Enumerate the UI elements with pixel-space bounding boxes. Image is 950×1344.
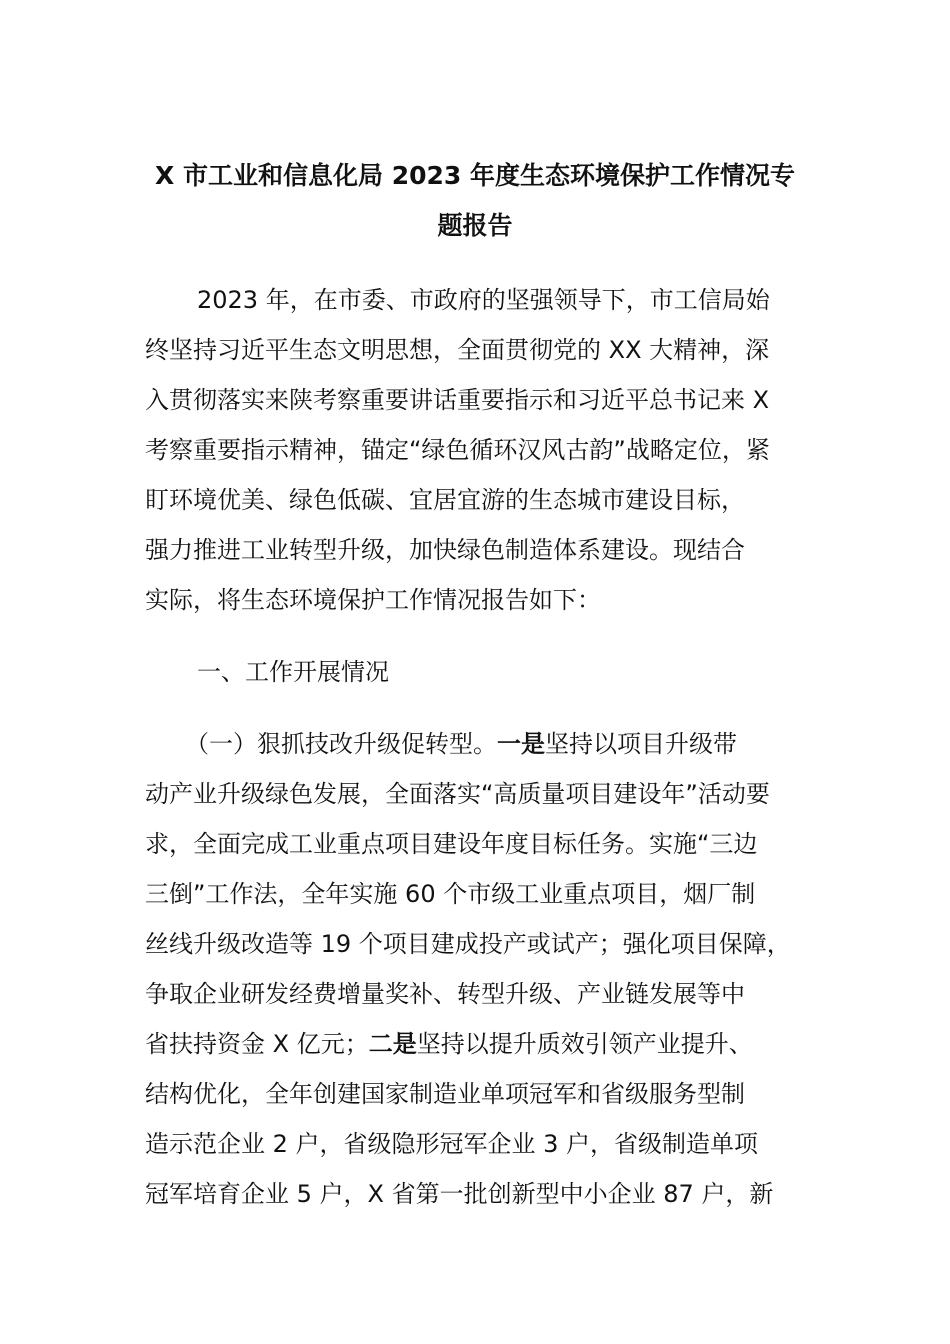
- intro-line: 终坚持习近平生态文明思想，全面贯彻党的 XX 大精神，深: [145, 336, 770, 364]
- body-line: 冠军培育企业 5 户，X 省第一批创新型中小企业 87 户，新: [145, 1180, 774, 1208]
- intro-line: 实际，将生态环境保护工作情况报告如下：: [145, 586, 601, 614]
- body-line: 动产业升级绿色发展，全面落实“高质量项目建设年”活动要: [145, 780, 770, 808]
- line-text: 省扶持资金 X 亿元；: [145, 1030, 369, 1058]
- body-line-with-bold: [145, 1029, 753, 1059]
- intro-line: 入贯彻落实来陕考察重要讲话重要指示和习近平总书记来 X: [145, 386, 770, 414]
- intro-line: 盯环境优美、绿色低碳、宜居宜游的生态城市建设目标，: [145, 486, 745, 514]
- intro-line: 考察重要指示精神，锚定“绿色循环汉风古韵”战略定位，紧: [145, 436, 770, 464]
- document-title-line-2: 题报告: [437, 211, 513, 240]
- line-text: 坚持以提升质效引领产业提升、: [416, 1030, 753, 1058]
- body-line: 求，全面完成工业重点项目建设年度目标任务。实施“三边: [145, 830, 758, 858]
- body-line: 丝线升级改造等 19 个项目建成投产或试产；强化项目保障，: [145, 930, 791, 958]
- subsection-first-line: [185, 729, 737, 759]
- document-title-line-1: X 市工业和信息化局 2023 年度生态环境保护工作情况专: [155, 161, 795, 190]
- body-line: 争取企业研发经费增量奖补、转型升级、产业链发展等中: [145, 980, 745, 1008]
- body-line: 三倒”工作法，全年实施 60 个市级工业重点项目，烟厂制: [145, 880, 756, 908]
- bold-marker: 一是: [497, 730, 545, 758]
- bold-marker: 二是: [368, 1030, 417, 1058]
- intro-line: 强力推进工业转型升级，加快绿色制造体系建设。现结合: [145, 536, 745, 564]
- line-text: 坚持以项目升级带: [545, 730, 737, 758]
- section-heading: 一、工作开展情况: [197, 658, 389, 686]
- body-line: 造示范企业 2 户，省级隐形冠军企业 3 户，省级制造单项: [145, 1130, 759, 1158]
- intro-line: 2023 年，在市委、市政府的坚强领导下，市工信局始: [197, 286, 770, 314]
- body-line: 结构优化，全年创建国家制造业单项冠军和省级服务型制: [145, 1080, 745, 1108]
- subsection-title: （一）狠抓技改升级促转型。: [185, 730, 497, 758]
